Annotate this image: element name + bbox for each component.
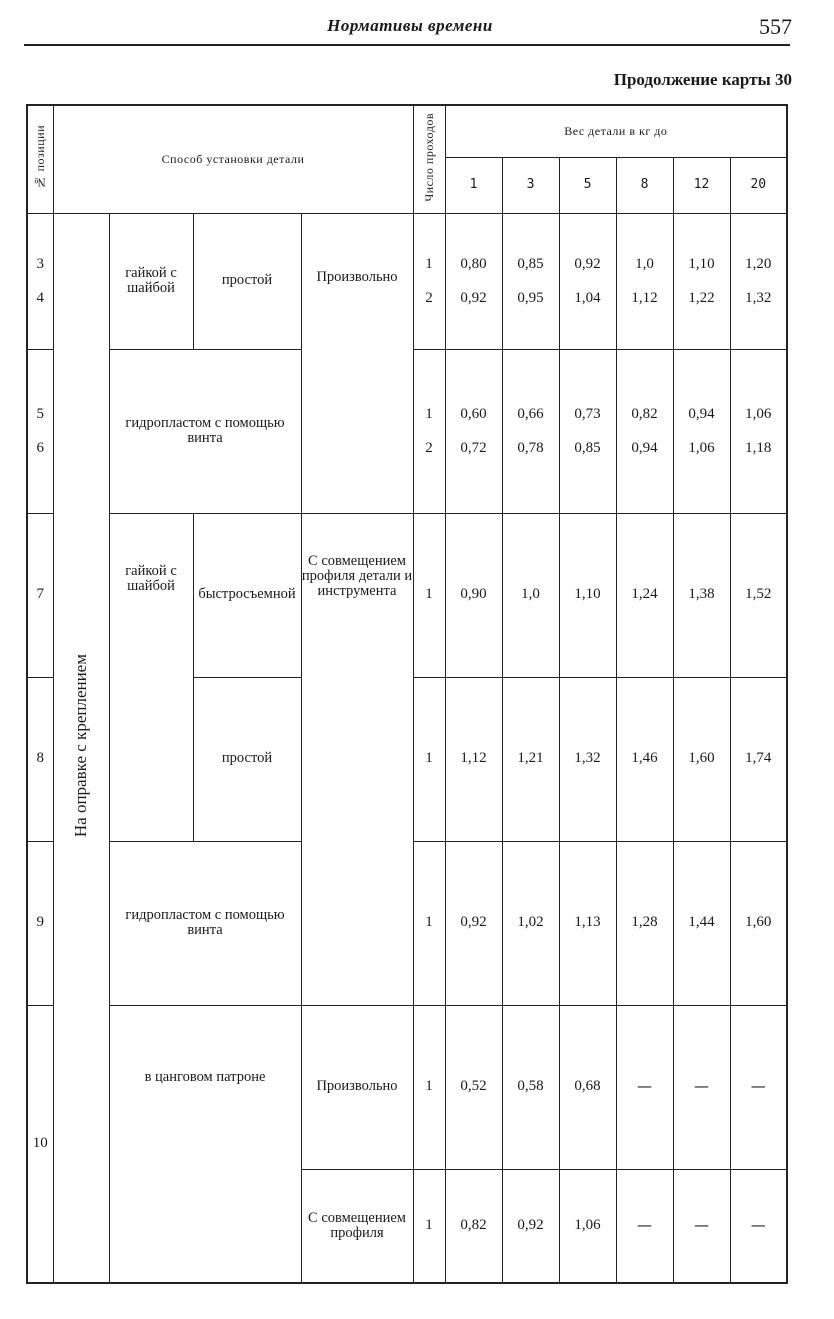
weight-col-3: 3 bbox=[502, 157, 559, 213]
value-cell: 1,52 bbox=[730, 513, 787, 677]
weight-col-12: 12 bbox=[673, 157, 730, 213]
value-cell: 0,90 bbox=[445, 513, 502, 677]
value-cell: 1,28 bbox=[616, 841, 673, 1005]
value-cell: — bbox=[673, 1169, 730, 1283]
value-cell: 1,60 bbox=[730, 841, 787, 1005]
passes-cell: 1 bbox=[413, 1005, 445, 1169]
value-cell: 0,92 bbox=[445, 841, 502, 1005]
value-cell: 1,02 bbox=[502, 841, 559, 1005]
value-cell: 0,85 0,95 bbox=[502, 213, 559, 349]
value-cell: 1,0 bbox=[502, 513, 559, 677]
value-cell: 1,06 1,18 bbox=[730, 349, 787, 513]
weight-col-5: 5 bbox=[559, 157, 616, 213]
weight-col-1: 1 bbox=[445, 157, 502, 213]
col-header-weight-group: Вес детали в кг до bbox=[445, 105, 787, 157]
mode-cell: Произвольно bbox=[301, 213, 413, 513]
passes-cell: 1 bbox=[413, 1169, 445, 1283]
value-cell: 1,0 1,12 bbox=[616, 213, 673, 349]
value-cell: — bbox=[616, 1169, 673, 1283]
passes-cell: 1 2 bbox=[413, 349, 445, 513]
mode-cell: С совмещением профиля bbox=[301, 1169, 413, 1283]
running-title: Нормативы времени bbox=[327, 16, 493, 35]
col-header-method: Способ установки детали bbox=[53, 105, 413, 213]
value-cell: 0,82 0,94 bbox=[616, 349, 673, 513]
position-cell: 7 bbox=[27, 513, 53, 677]
value-cell: 1,13 bbox=[559, 841, 616, 1005]
value-cell: 0,68 bbox=[559, 1005, 616, 1169]
fastening-cell: в цанговом патроне bbox=[109, 1005, 301, 1283]
passes-cell: 1 2 bbox=[413, 213, 445, 349]
weight-col-8: 8 bbox=[616, 157, 673, 213]
col-header-passes: Число проходов bbox=[413, 105, 445, 213]
position-cell: 8 bbox=[27, 677, 53, 841]
mode-cell: С совмещением профиля детали и инструмента bbox=[301, 513, 413, 1005]
position-cell: 10 bbox=[27, 1005, 53, 1283]
mount-type-cell: На оправке с креплением bbox=[53, 213, 109, 1283]
value-cell: — bbox=[730, 1005, 787, 1169]
table-row bbox=[27, 1005, 787, 1169]
value-cell: 1,24 bbox=[616, 513, 673, 677]
value-cell: 0,58 bbox=[502, 1005, 559, 1169]
value-cell: 1,21 bbox=[502, 677, 559, 841]
continuation-label: Продолжение карты 30 bbox=[613, 70, 792, 89]
value-cell: 1,74 bbox=[730, 677, 787, 841]
fastening-cell: гидропластом с помощью винта bbox=[109, 841, 301, 1005]
value-cell: 1,32 bbox=[559, 677, 616, 841]
passes-cell: 1 bbox=[413, 677, 445, 841]
passes-cell: 1 bbox=[413, 841, 445, 1005]
value-cell: 1,10 bbox=[559, 513, 616, 677]
value-cell: 1,44 bbox=[673, 841, 730, 1005]
variant-cell: быстросъемной bbox=[193, 513, 301, 677]
variant-cell: простой bbox=[193, 213, 301, 349]
weight-col-20: 20 bbox=[730, 157, 787, 213]
col-header-position: № позиции bbox=[27, 105, 53, 213]
variant-cell: простой bbox=[193, 677, 301, 841]
time-norms-table bbox=[26, 104, 788, 1284]
value-cell: 0,73 0,85 bbox=[559, 349, 616, 513]
value-cell: 1,38 bbox=[673, 513, 730, 677]
value-cell: 0,92 1,04 bbox=[559, 213, 616, 349]
position-cell: 5 6 bbox=[27, 349, 53, 513]
value-cell: 0,82 bbox=[445, 1169, 502, 1283]
value-cell: 1,60 bbox=[673, 677, 730, 841]
value-cell: 0,92 bbox=[502, 1169, 559, 1283]
fastening-cell: гайкой с шайбой bbox=[109, 513, 193, 841]
header-rule bbox=[24, 44, 790, 46]
value-cell: 1,20 1,32 bbox=[730, 213, 787, 349]
value-cell: — bbox=[616, 1005, 673, 1169]
passes-cell: 1 bbox=[413, 513, 445, 677]
value-cell: 0,80 0,92 bbox=[445, 213, 502, 349]
value-cell: 0,52 bbox=[445, 1005, 502, 1169]
value-cell: 0,94 1,06 bbox=[673, 349, 730, 513]
value-cell: — bbox=[730, 1169, 787, 1283]
value-cell: 1,46 bbox=[616, 677, 673, 841]
position-cell: 9 bbox=[27, 841, 53, 1005]
value-cell: 0,60 0,72 bbox=[445, 349, 502, 513]
mode-cell: Произвольно bbox=[301, 1005, 413, 1169]
table-row bbox=[27, 213, 787, 349]
value-cell: 1,10 1,22 bbox=[673, 213, 730, 349]
fastening-cell: гайкой с шайбой bbox=[109, 213, 193, 349]
position-cell: 3 4 bbox=[27, 213, 53, 349]
value-cell: 1,06 bbox=[559, 1169, 616, 1283]
value-cell: 1,12 bbox=[445, 677, 502, 841]
value-cell: — bbox=[673, 1005, 730, 1169]
fastening-cell: гидропластом с помощью винта bbox=[109, 349, 301, 513]
value-cell: 0,66 0,78 bbox=[502, 349, 559, 513]
page-number: 557 bbox=[759, 14, 792, 39]
table-row bbox=[27, 513, 787, 677]
